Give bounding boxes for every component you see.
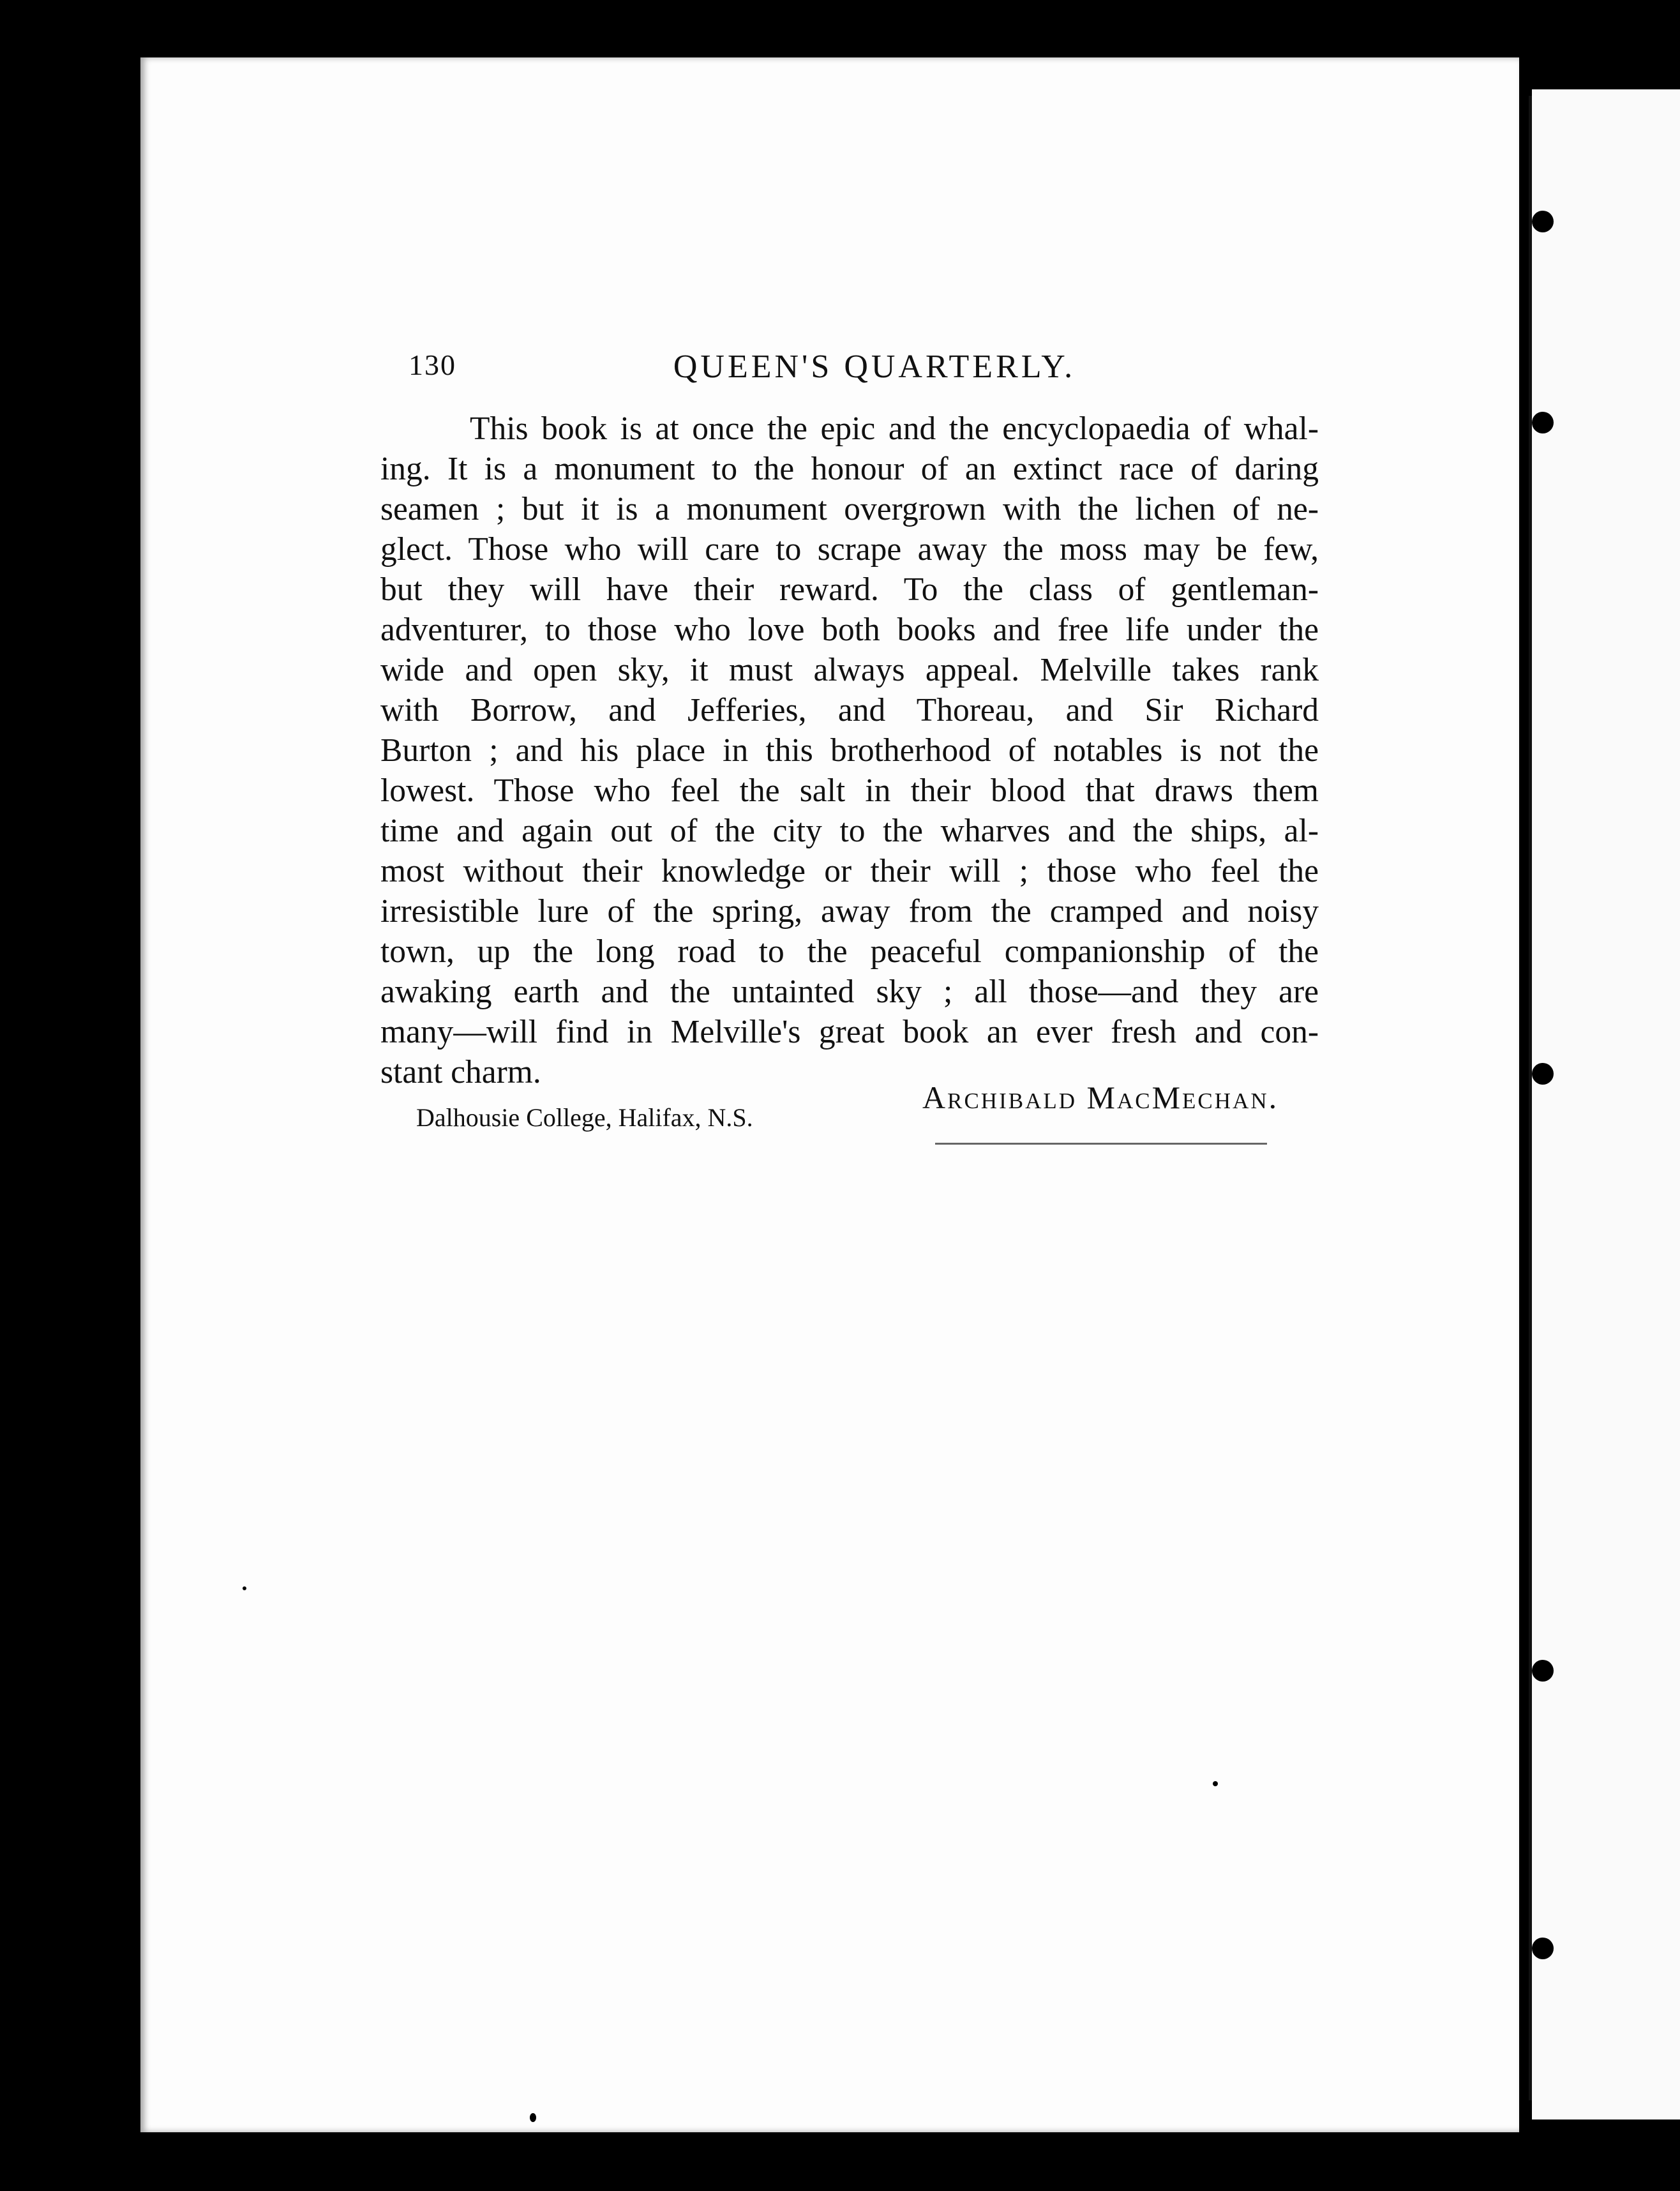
binding-stitch (1532, 412, 1554, 433)
text-line: Burton ; and his place in this brotherhood of notables is not the (380, 732, 1319, 769)
text-line: many—will find in Melville's great book an ever fresh and con- (380, 1014, 1319, 1050)
article-paragraph (380, 409, 1319, 1092)
text-line: seamen ; but it is a monument overgrown with the lichen of ne- (380, 491, 1319, 527)
text-line: glect. Those who will care to scrape away the moss may be few, (380, 531, 1319, 568)
binding-stitch (1532, 1063, 1554, 1085)
scan-speck (45, 112, 54, 117)
binding-gutter (1529, 96, 1545, 2100)
scan-speck (243, 1586, 246, 1590)
scan-speck (64, 725, 74, 731)
text-line: irresistible lure of the spring, away from the cramped and noisy (380, 893, 1319, 930)
author-affiliation: Dalhousie College, Halifax, N.S. (416, 1103, 753, 1132)
running-head (409, 348, 1340, 393)
author-signature: Archibald MacMechan. (922, 1080, 1279, 1115)
text-line: stant charm. (380, 1054, 541, 1090)
binding-stitch (1532, 211, 1554, 232)
binding-stitch (1532, 1938, 1554, 1959)
text-line: This book is at once the epic and the encyclopaedia of whal- (470, 410, 1319, 447)
page-number: 130 (409, 349, 456, 381)
journal-title: QUEEN'S QUARTERLY. (673, 349, 1076, 385)
scan-speck (1213, 1781, 1218, 1786)
text-line: most without their knowledge or their will ; those who feel the (380, 853, 1319, 889)
scan-speck (38, 808, 57, 822)
text-line: awaking earth and the untainted sky ; all those—and they are (380, 974, 1319, 1010)
text-line: adventurer, to those who love both books and free life under the (380, 612, 1319, 648)
facing-page-edge (1532, 89, 1680, 2119)
scan-speck (530, 2113, 536, 2122)
text-line: lowest. Those who feel the salt in their blood that draws them (380, 772, 1319, 809)
text-line: time and again out of the city to the wharves and the ships, al- (380, 813, 1319, 849)
text-line: but they will have their reward. To the class of gentleman- (380, 571, 1319, 608)
binding-stitch (1532, 1660, 1554, 1682)
text-line: with Borrow, and Jefferies, and Thoreau, and Sir Richard (380, 692, 1319, 728)
text-line: wide and open sky, it must always appeal. Melville takes rank (380, 652, 1319, 688)
text-line: ing. It is a monument to the honour of an extinct race of daring (380, 451, 1319, 487)
signature-rule (935, 1143, 1267, 1145)
text-line: town, up the long road to the peaceful companionship of the (380, 933, 1319, 970)
